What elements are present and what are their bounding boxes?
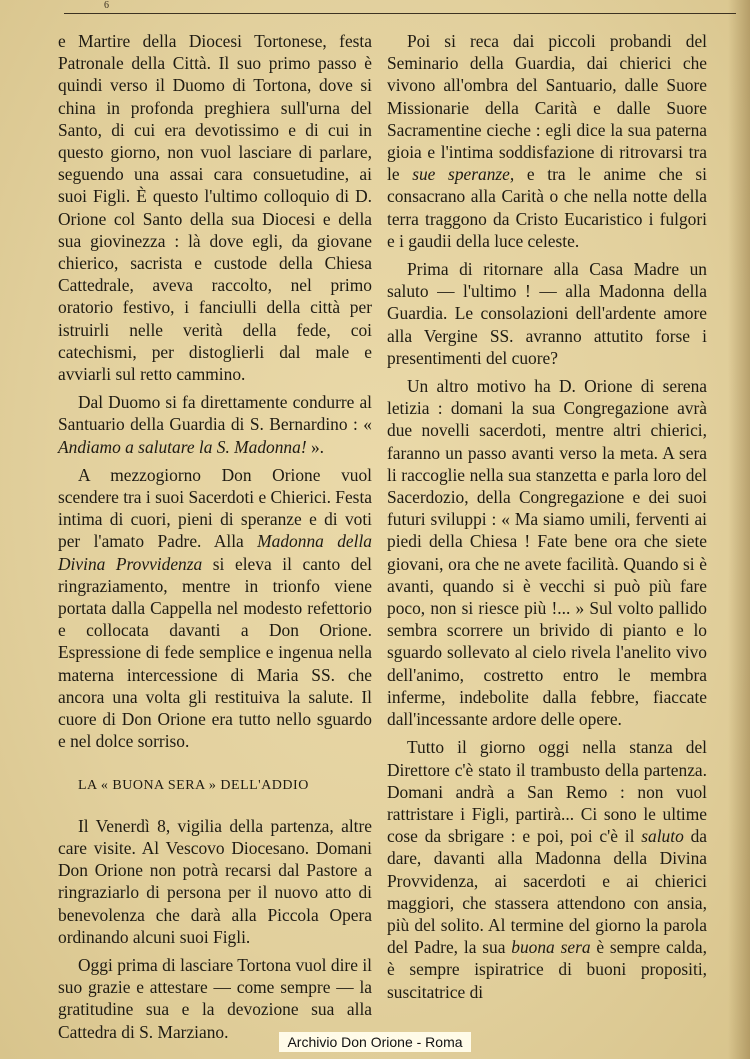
archive-footer <box>0 1025 750 1059</box>
right-paragraph-2: Prima di ritornare alla Casa Madre un saluto — l'ultimo ! — alla Madonna della Guardia. Le consolazioni dell'ardente amore alla Vergine SS. avranno attutito forse i presentimenti del cuore? <box>387 259 707 368</box>
page-edge-shadow <box>728 0 750 1059</box>
section-heading: LA « BUONA SERA » DELL'ADDIO <box>78 777 309 793</box>
left-paragraph-4: Il Venerdì 8, vigilia della partenza, altre care visite. Al Vescovo Diocesano. Domani Don Orione non potrà recarsi dal Pastore a ringraziarlo di persona per il nuovo atto di benevolenza che darà alla Piccola Opera ordinando alcuni suoi Figli. <box>58 815 372 947</box>
right-paragraph-4: Tutto il giorno oggi nella stanza del Direttore c'è stato il trambusto della partenza. Domani andrà a San Remo : non vuol rattristare i Figli, partirà... Ci sono le ultime cose da sbrigare : e poi, poi c'è il saluto da dare, davanti alla Madonna della Divina Provvidenza, ai sacerdoti e ai chierici maggiori, che stassera attendono con ansia, più del solito. Al termine del giorno la parola del Padre, la sua buona sera è sempre calda, è sempre ispiratrice di buoni propositi, suscitatrice di <box>387 737 708 1002</box>
right-paragraph-3: Un altro motivo ha D. Orione di serena letizia : domani la sua Congregazione avrà due novelli sacerdoti, mentre altri chierici, faranno un passo avanti verso la meta. A sera li raccoglie nella sua stanzetta e parla loro del Sacerdozio, della Congregazione e dei suoi futuri sviluppi : « Ma siamo umili, ferventi ai piedi della Chiesa ! Fate bene ora che siete giovani, ora che ne avete facilità. Quando si è avanti, quando si è vecchi si può più fare poco, non si riesce più !... » Sul volto pallido sembra scorrere un brivido di pianto e lo sguardo sollevato al cielo rivela l'anelito vivo dell'animo, costretto entro le membra inferme, indebolite dalla febbre, fiaccate dall'incessante ardore delle opere. <box>387 376 707 730</box>
archive-label: Archivio Don Orione - Roma <box>279 1032 470 1052</box>
left-paragraph-2: Dal Duomo si fa direttamente condurre al Santuario della Guardia di S. Bernardino : « Andiamo a salutare la S. Madonna! ». <box>58 392 372 457</box>
page-number: 6 <box>104 0 109 11</box>
left-paragraph-3: A mezzogiorno Don Orione vuol scendere tra i suoi Sacerdoti e Chierici. Festa intima di cuori, pieni di speranze e di voti per l'amato Padre. Alla Madonna della Divina Provvidenza si eleva il canto del ringraziamento, mentre in trionfo viene portata dalla Cappella nel modesto refettorio e collocata davanti a Don Orione. Espressione di fede semplice e ingenua nella materna intercessione di Maria SS. che ancora una volta gli restituiva la salute. Il cuore di Don Orione era tutto nello sguardo e nel dolce sorriso. <box>58 464 372 752</box>
right-paragraph-1: Poi si reca dai piccoli probandi del Seminario della Guardia, dai chierici che vivono all'ombra del Santuario, dalle Suore Missionarie della Carità e dalle Suore Sacramentine cieche : egli dice la sua paterna gioia e l'intima soddisfazione di ritrovarsi tra le sue speranze, e tra le anime che si consacrano alla Carità o che nella notte della terra traggono da Cristo Eucaristico i fulgori e i gaudii della luce celeste. <box>387 31 707 251</box>
right-column <box>387 30 707 1003</box>
left-paragraph-5: Oggi prima di lasciare Tortona vuol dire il suo grazie e attestare — come sempre — la gratitudine sua e la devozione sua alla Cattedra di S. Marziano. <box>58 954 372 1042</box>
left-column <box>58 30 372 1043</box>
header-rule <box>64 13 736 14</box>
left-paragraph-1: e Martire della Diocesi Tortonese, festa Patronale della Città. Il suo primo passo è quindi verso il Duomo di Tortona, dove si china in profonda preghiera sull'urna del Santo, di cui era devotissimo e di cui in questo giorno, non vuol lasciare di parlare, seguendo una assai cara consuetudine, ai suoi Figli. È questo l'ultimo colloquio di D. Orione col Santo della sua Diocesi e della sua giovinezza : là dove egli, da giovane chierico, sacrista e custode della Chiesa Cattedrale, aveva raccolto, nel primo oratorio festivo, i fanciulli della città per istruirli nelle verità della fede, coi catechismi, per distoglierli dal male e avviarli sul retto cammino. <box>58 31 372 385</box>
